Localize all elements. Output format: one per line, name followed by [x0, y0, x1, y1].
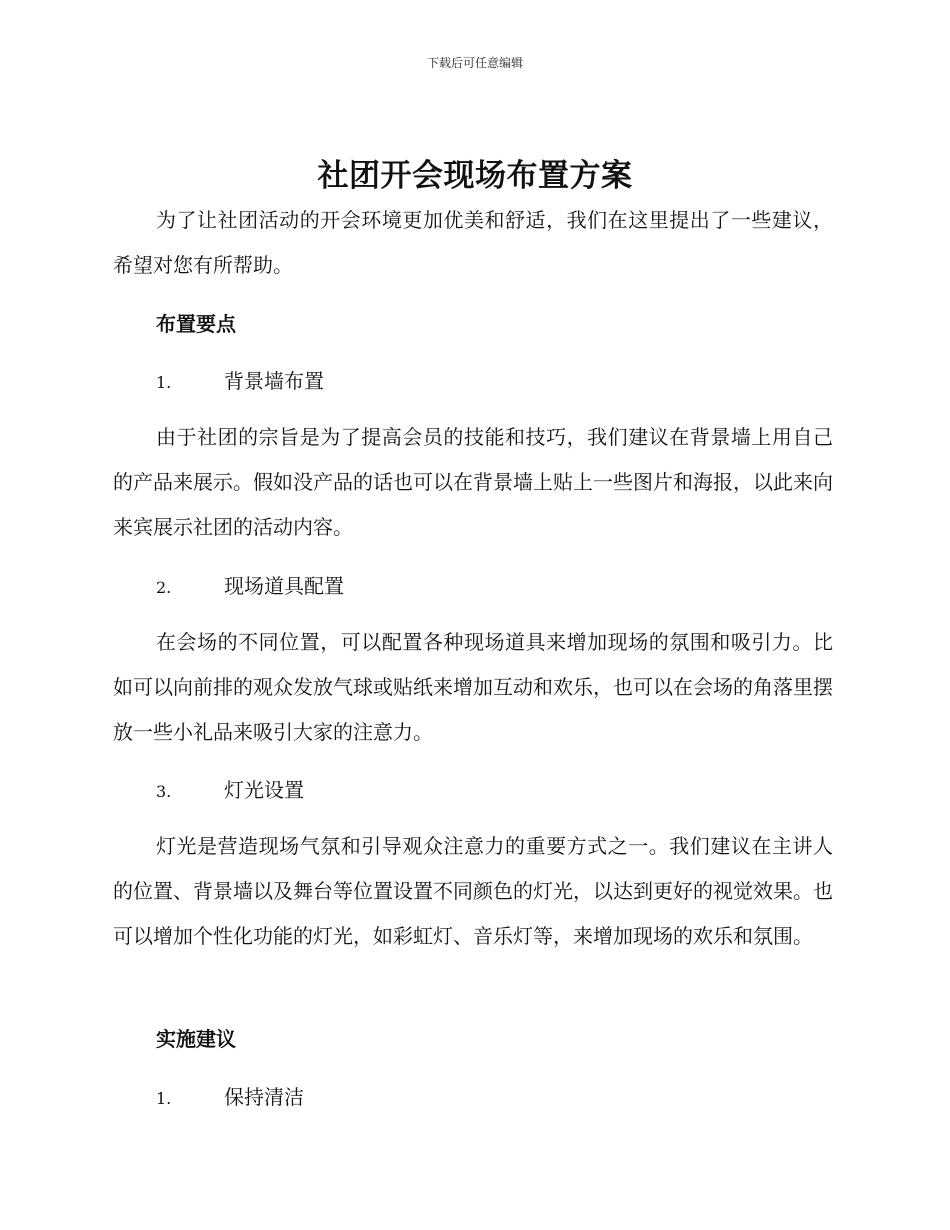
- header-note: 下载后可任意编辑: [426, 56, 523, 70]
- list-item-title: 保持清洁: [224, 1085, 304, 1109]
- list-item-title: 灯光设置: [224, 778, 304, 802]
- intro-paragraph: 为了让社团活动的开会环境更加优美和舒适，我们在这里提出了一些建议，希望对您有所帮助。: [113, 208, 833, 277]
- list-item-cleanliness: [156, 1082, 304, 1114]
- list-item-title: 现场道具配置: [224, 574, 344, 598]
- list-item-background-wall: [156, 366, 324, 398]
- paragraph-props: 在会场的不同位置，可以配置各种现场道具来增加现场的氛围和吸引力。比如可以向前排的观众发放气球或贴纸来增加互动和欢乐，也可以在会场的角落里摆放一些小礼品来吸引大家的注意力。: [113, 630, 833, 744]
- paragraph-lighting: 灯光是营造现场气氛和引导观众注意力的重要方式之一。我们建议在主讲人的位置、背景墙以及舞台等位置设置不同颜色的灯光，以达到更好的视觉效果。也可以增加个性化功能的灯光，如彩虹灯、音乐灯等，来增加现场的欢乐和氛围。: [113, 834, 833, 948]
- list-number: 2.: [156, 578, 172, 597]
- list-number: 3.: [156, 782, 172, 801]
- paragraph-background-wall: 由于社团的宗旨是为了提高会员的技能和技巧，我们建议在背景墙上用自己的产品来展示。假如没产品的话也可以在背景墙上贴上一些图片和海报，以此来向来宾展示社团的活动内容。: [113, 425, 833, 539]
- page-title: 社团开会现场布置方案: [317, 158, 633, 194]
- list-number: 1.: [156, 373, 172, 392]
- list-number: 1.: [156, 1089, 172, 1108]
- list-item-lighting: [156, 775, 304, 807]
- section-heading-implementation: 实施建议: [156, 1027, 236, 1051]
- list-item-props: [156, 571, 344, 603]
- section-heading-layout: 布置要点: [156, 312, 236, 336]
- list-item-title: 背景墙布置: [224, 369, 324, 393]
